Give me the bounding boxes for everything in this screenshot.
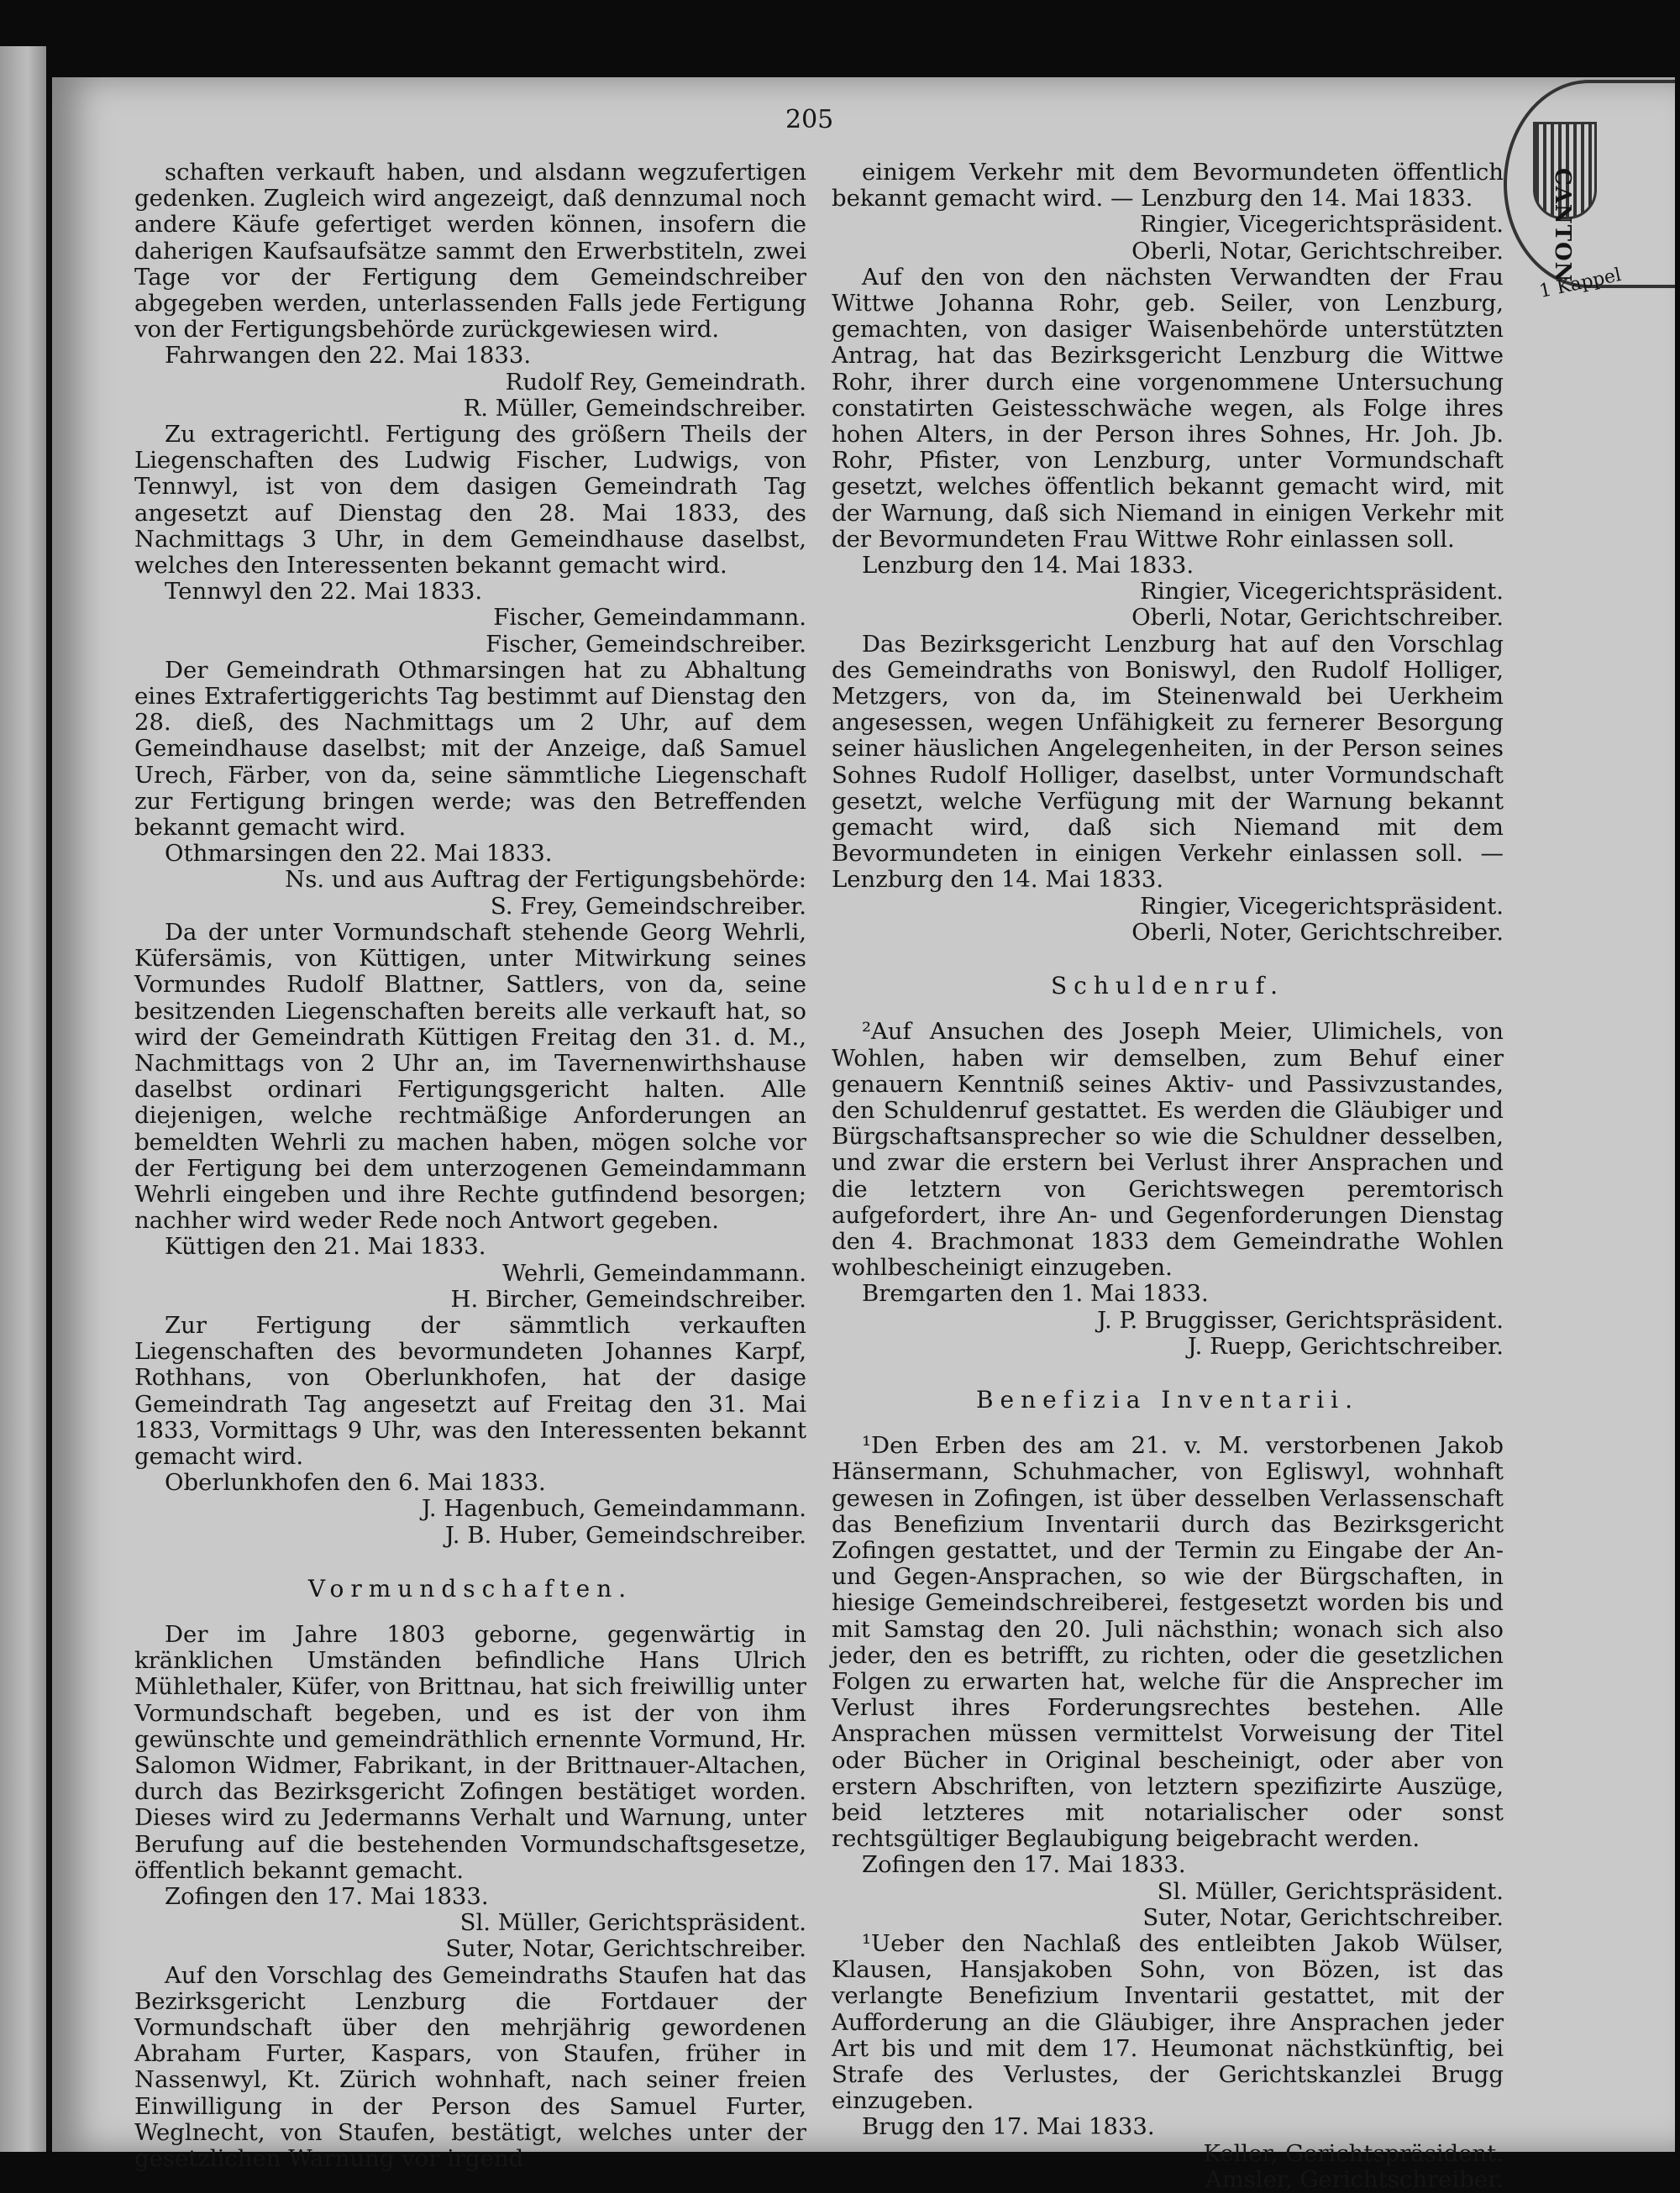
notice-date: Tennwyl den 22. Mai 1833. xyxy=(165,578,483,606)
notice-date: Zofingen den 17. Mai 1833. xyxy=(165,1883,489,1910)
notice-signature: Oberli, Notar, Gerichtschreiber. xyxy=(1131,237,1504,265)
notice-paragraph: ¹Ueber den Nachlaß des entleibten Jakob Wülser, Klausen, Hansjakoben Sohn, von Bözen, ist das verlangte Benefizium Inventarii gestattet, mit der Aufforderung an die Gläubiger, ihre Ansprachen jeder Art bis und mit dem 17. Heumonat nächstkünftig, bei Strafe des Verlustes, der Gerichtskanzlei Brugg einzugeben. xyxy=(832,1930,1504,2115)
notice-signature: J. B. Huber, Gemeindschreiber. xyxy=(444,1521,806,1549)
notice-signature: Sl. Müller, Gerichtspräsident. xyxy=(1157,1877,1504,1905)
notice-signature: Ns. und aus Auftrag der Fertigungsbehörde: xyxy=(285,866,806,894)
notice-paragraph: Der im Jahre 1803 geborne, gegenwärtig in kränklichen Umständen befindliche Hans Ulrich Mühlethaler, Küfer, von Brittnau, hat sich freiwillig unter Vormundschaft begeben, und es ist der von ihm gewünschte und gemeindräthlich ernennte Vormund, Hr. Salomon Widmer, Fabrikant, in der Brittnauer-Altachen, durch das Bezirksgericht Zofingen bestätiget worden. Dieses wird zu Jedermanns Verhalt und Warnung, unter Berufung auf die bestehenden Vormundschaftsgesetze, öffentlich bekannt gemacht. xyxy=(134,1620,806,1884)
notice-signature: Oberli, Noter, Gerichtschreiber. xyxy=(1131,918,1504,946)
notice-signature: J. P. Bruggisser, Gerichtspräsident. xyxy=(1097,1306,1504,1334)
notice-signature: Amsler, Gerichtschreiber. xyxy=(1205,2165,1504,2193)
notice-date: Lenzburg den 14. Mai 1833. xyxy=(862,552,1194,580)
notice-paragraph: Auf den Vorschlag des Gemeindraths Staufen hat das Bezirksgericht Lenzburg die Fortdauer der Vormundschaft über den mehrjährig gewordenen Abraham Furter, Kaspars, von Staufen, früher in Nassenwyl, Kt. Zürich wohnhaft, nach seiner freien Einwilligung in der Person des Samuel Furter, Weglnecht, von Staufen, bestätigt, welches unter der gesetzlichen Warnung vor irgend xyxy=(134,1961,806,2173)
notice-paragraph: ¹Den Erben des am 21. v. M. verstorbenen Jakob Hänsermann, Schuhmacher, von Egliswyl, wohnhaft gewesen in Zofingen, ist über desselben Verlassenschaft das Benefizium Inventarii durch das Bezirksgericht Zofingen gestattet, und der Termin zu Eingabe der An- und Gegen-Ansprachen, so wie der Bürgschaften, in hiesige Gemeindschreiberei, festgesetzt worden bis und mit Samstag den 20. Juli nächsthin; wonach sich also jeder, den es betrifft, zu richten, oder die gesetzlichen Folgen zu erwarten hat, welche für die Ansprecher im Verlust ihres Forderungsrechtes bestehen. Alle Ansprachen müssen vermittelst Vorweisung der Titel oder Bücher in Original bescheinigt, oder aber von erstern Abschriften, von letztern spezifizirte Auszüge, beid letzteres mit notarialischer oder sonst rechtsgültiger Beglaubigung beigebracht werden. xyxy=(832,1432,1504,1853)
notice-signature: Suter, Notar, Gerichtschreiber. xyxy=(445,1935,806,1963)
notice-signature: Suter, Notar, Gerichtschreiber. xyxy=(1142,1903,1504,1931)
facing-page-edge xyxy=(0,46,46,2152)
stamp-place-text: 1 Kappel xyxy=(1537,265,1624,302)
notice-signature: Fischer, Gemeindammann. xyxy=(493,604,806,632)
notice-date: Oberlunkhofen den 6. Mai 1833. xyxy=(165,1469,546,1497)
notice-date: Küttigen den 21. Mai 1833. xyxy=(165,1233,486,1261)
notice-paragraph: schaften verkauft haben, und alsdann wegzufertigen gedenken. Zugleich wird angezeigt, daß dennzumal noch andere Käufe gefertiget werden können, insofern die daherigen Kaufsaufsätze sammt den Erwerbstiteln, zwei Tage vor der Fertigung dem Gemeindschreiber abgegeben werden, unterlassenden Falls jede Fertigung von der Fertigungsbehörde zurückgewiesen wird. xyxy=(134,159,806,344)
notice-paragraph: Der Gemeindrath Othmarsingen hat zu Abhaltung eines Extrafertiggerichts Tag bestimmt auf Dienstag den 28. dieß, des Nachmittags um 2 Uhr, auf dem Gemeindhause daselbst; mit der Anzeige, daß Samuel Urech, Färber, von da, seine sämmtliche Liegenschaft zur Fertigung bringen werde; was den Betreffenden bekannt gemacht wird. xyxy=(134,656,806,842)
stamp-canton-text: CANTON xyxy=(1550,168,1575,283)
notice-date: Zofingen den 17. Mai 1833. xyxy=(862,1851,1186,1879)
notice-signature: Fischer, Gemeindschreiber. xyxy=(486,630,806,658)
section-heading: Schuldenruf. xyxy=(1050,972,1285,1000)
notice-signature: H. Bircher, Gemeindschreiber. xyxy=(450,1285,806,1313)
notice-paragraph: Zur Fertigung der sämmtlich verkauften Liegenschaften des bevormundeten Johannes Karpf, Rothhans, von Oberlunkhofen, hat der dasige Gemeindrath Tag angesetzt auf Freitag den 31. Mai 1833, Vormittags 9 Uhr, was den Interessenten bekannt gemacht wird. xyxy=(134,1311,806,1470)
notice-date: Othmarsingen den 22. Mai 1833. xyxy=(165,840,553,868)
notice-date: Brugg den 17. Mai 1833. xyxy=(862,2113,1155,2141)
notice-signature: Ringier, Vicegerichtspräsident. xyxy=(1140,892,1504,920)
notice-signature: Ringier, Vicegerichtspräsident. xyxy=(1140,578,1504,606)
notice-paragraph: ²Auf Ansuchen des Joseph Meier, Ulimichels, von Wohlen, haben wir demselben, zum Behuf einer genauern Kenntniß seines Aktiv- und Passivzustandes, den Schuldenruf gestattet. Es werden die Gläubiger und Bürgschaftsansprecher so wie die Schuldner desselben, und zwar die erstern bei Verlust ihrer Ansprachen und die letztern von Gerichtswegen peremtorisch aufgefordert, ihre An- und Gegenforderungen Dienstag den 4. Brachmonat 1833 dem Gemeindrathe Wohlen wohlbescheinigt einzugeben. xyxy=(832,1018,1504,1282)
notice-signature: R. Müller, Gemeindschreiber. xyxy=(463,394,806,422)
notice-signature: S. Frey, Gemeindschreiber. xyxy=(490,892,806,920)
notice-signature: Keller, Gerichtspräsident. xyxy=(1203,2139,1504,2167)
notice-paragraph: Da der unter Vormundschaft stehende Georg Wehrli, Küfersämis, von Küttigen, unter Mitwirkung seines Vormundes Rudolf Blattner, Sattlers, von da, seine besitzenden Liegenschaften bereits alle verkauft hat, so wird der Gemeindrath Küttigen Freitag den 31. d. M., Nachmittags von 2 Uhr an, im Tavernenwirthshause daselbst ordinari Fertigungsgericht halten. Alle diejenigen, welche rechtmäßige Anforderungen an bemeldten Wehrli zu machen haben, mögen solche vor der Fertigung bei dem unterzogenen Gemeindammann Wehrli eingeben und ihre Rechte gutfindend besorgen; nachher wird weder Rede noch Antwort gegeben. xyxy=(134,918,806,1235)
section-heading: Vormundschaften. xyxy=(307,1574,633,1603)
notice-signature: Oberli, Notar, Gerichtschreiber. xyxy=(1131,604,1504,632)
section-heading: Benefizia Inventarii. xyxy=(975,1385,1360,1414)
notice-paragraph: einigem Verkehr mit dem Bevormundeten öffentlich bekannt gemacht wird. — Lenzburg den 14. Mai 1833. xyxy=(832,159,1504,212)
left-column xyxy=(134,160,806,2172)
notice-paragraph: Auf den von den nächsten Verwandten der Frau Wittwe Johanna Rohr, geb. Seiler, von Lenzburg, gemachten, von dasiger Waisenbehörde unterstützten Antrag, hat das Bezirksgericht Lenzburg die Wittwe Rohr, ihrer durch eine vorgenommene Untersuchung constatirten Geistesschwäche wegen, als Folge ihres hohen Alters, in der Person ihres Sohnes, Hr. Joh. Jb. Rohr, Pfister, von Lenzburg, unter Vormundschaft gesetzt, welches öffentlich bekannt gemacht wird, mit der Warnung, daß sich Niemand in einigen Verkehr mit der Bevormundeten Frau Wittwe Rohr einlassen soll. xyxy=(832,263,1504,553)
notice-paragraph: Zu extragerichtl. Fertigung des größern Theils der Liegenschaften des Ludwig Fischer, Ludwigs, von Tennwyl, ist von dem dasigen Gemeindrath Tag angesetzt auf Dienstag den 28. Mai 1833, des Nachmittags 3 Uhr, in dem Gemeindhause daselbst, welches den Interessenten bekannt gemacht wird. xyxy=(134,421,806,580)
notice-signature: J. Hagenbuch, Gemeindammann. xyxy=(421,1495,806,1523)
notice-signature: Rudolf Rey, Gemeindrath. xyxy=(505,368,806,396)
notice-date: Bremgarten den 1. Mai 1833. xyxy=(862,1280,1209,1308)
notice-signature: J. Ruepp, Gerichtschreiber. xyxy=(1187,1332,1504,1360)
notice-paragraph: Das Bezirksgericht Lenzburg hat auf den Vorschlag des Gemeindraths von Boniswyl, den Rudolf Holliger, Metzgers, von da, im Steinenwald bei Uerkheim angesessen, wegen Unfähigkeit zu fernerer Besorgung seiner häuslichen Angelegenheiten, in der Person seines Sohnes Rudolf Holliger, daselbst, unter Vormundschaft gesetzt, welche Verfügung mit der Warnung bekannt gemacht wird, daß sich Niemand mit dem Bevormundeten in einigen Verkehr einlassen soll. — Lenzburg den 14. Mai 1833. xyxy=(832,630,1504,894)
right-column xyxy=(832,160,1504,2193)
notice-signature: Wehrli, Gemeindammann. xyxy=(501,1259,806,1287)
notice-date: Fahrwangen den 22. Mai 1833. xyxy=(165,342,532,370)
page-number: 205 xyxy=(785,105,834,134)
notice-signature: Ringier, Vicegerichtspräsident. xyxy=(1140,211,1504,239)
notice-signature: Sl. Müller, Gerichtspräsident. xyxy=(459,1909,806,1937)
